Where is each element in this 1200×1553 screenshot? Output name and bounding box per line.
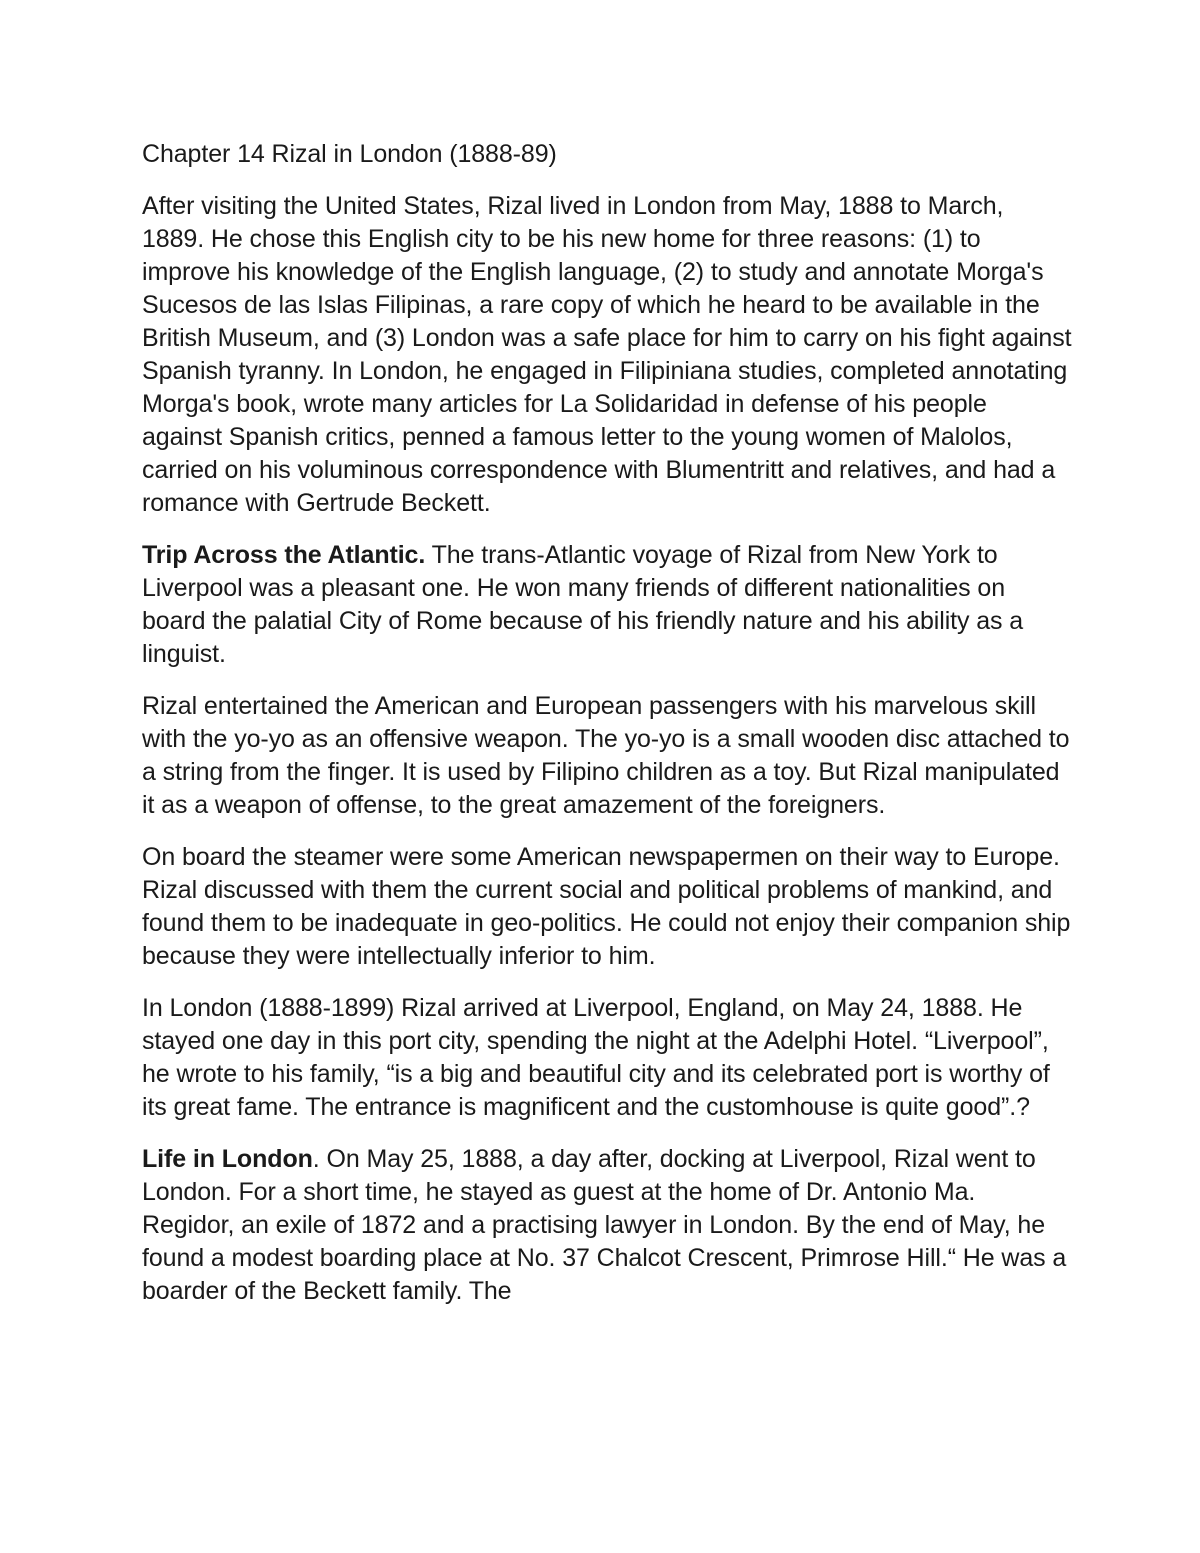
paragraph-newspapermen bbox=[142, 841, 1072, 973]
paragraph-intro bbox=[142, 190, 1072, 520]
paragraph-text: After visiting the United States, Rizal lived in London from May, 1888 to March, 1889. He chose this English city to be his new home for three reasons: (1) to improve his knowledge of the English language, (2) to study and annotate Morga's Sucesos de las Islas Filipinas, a rare copy of which he heard to be available in the British Museum, and (3) London was a safe place for him to carry on his fight against Spanish tyranny. In London, he engaged in Filipiniana studies, completed annotating Morga's book, wrote many articles for La Solidaridad in defense of his people against Spanish critics, penned a famous letter to the young women of Malolos, carried on his voluminous correspondence with Blumentritt and relatives, and had a romance with Gertrude Beckett. bbox=[142, 192, 1072, 517]
paragraph-trip-across-atlantic bbox=[142, 539, 1072, 671]
paragraph-text: The trans-Atlantic voyage of Rizal from New York to Liverpool was a pleasant one. He won many friends of different nationalities on board the palatial City of Rome because of his friendly nature and his ability as a linguist. bbox=[142, 541, 1024, 668]
paragraph-heading: Life in London bbox=[142, 1145, 313, 1173]
paragraph-life-in-london bbox=[142, 1143, 1072, 1308]
paragraph-heading: Trip Across the Atlantic. bbox=[142, 541, 426, 569]
paragraph-text: Rizal entertained the American and European passengers with his marvelous skill with the yo-yo as an offensive weapon. The yo-yo is a small wooden disc attached to a string from the finger. It is used by Filipino children as a toy. But Rizal manipulated it as a weapon of offense, to the great amazement of the foreigners. bbox=[142, 692, 1070, 819]
document-page bbox=[142, 138, 1072, 1327]
paragraph-yo-yo bbox=[142, 690, 1072, 822]
paragraph-text: . On May 25, 1888, a day after, docking at Liverpool, Rizal went to London. For a short time, he stayed as guest at the home of Dr. Antonio Ma. Regidor, an exile of 1872 and a practising lawyer in London. By the end of May, he found a modest boarding place at No. 37 Chalcot Crescent, Primrose Hill.“ He was a boarder of the Beckett family. The bbox=[142, 1145, 1067, 1305]
chapter-title: Chapter 14 Rizal in London (1888-89) bbox=[142, 140, 557, 168]
paragraph-text: In London (1888-1899) Rizal arrived at Liverpool, England, on May 24, 1888. He stayed one day in this port city, spending the night at the Adelphi Hotel. “Liverpool”, he wrote to his family, “is a big and beautiful city and its celebrated port is worthy of its great fame. The entrance is magnificent and the customhouse is quite good”.? bbox=[142, 994, 1050, 1121]
paragraph-text: On board the steamer were some American newspapermen on their way to Europe. Rizal discussed with them the current social and political problems of mankind, and found them to be inadequate in geo-politics. He could not enjoy their companion ship because they were intellectually inferior to him. bbox=[142, 843, 1071, 970]
paragraph-liverpool-arrival bbox=[142, 992, 1072, 1124]
